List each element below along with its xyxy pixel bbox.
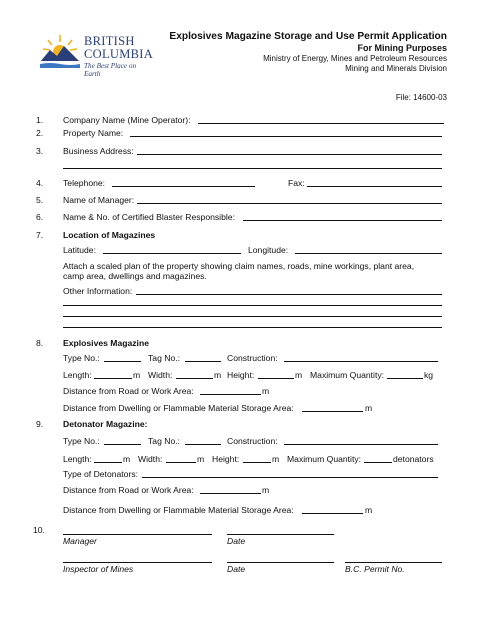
water-icon (40, 63, 80, 68)
det-dist-dwelling-field[interactable] (302, 513, 363, 514)
plan-instruction-2: camp area, dwellings and magazines. (63, 271, 207, 281)
inspector-date-label: Date (227, 564, 246, 574)
det-width-unit: m (197, 454, 205, 464)
plan-instruction-1: Attach a scaled plan of the property showing claim names, roads, mine workings, plant area, (63, 261, 415, 271)
logo-tagline: The Best Place on Earth (84, 62, 137, 78)
latitude-label: Latitude: (63, 245, 96, 255)
property-name-label: Property Name: (63, 128, 124, 138)
location-heading: Location of Magazines (63, 230, 156, 240)
expl-length-unit: m (133, 370, 141, 380)
manager-signature-label: Manager (63, 536, 97, 546)
expl-height-label: Height: (227, 370, 255, 380)
expl-dist-road-field[interactable] (200, 394, 261, 395)
file-number: File: 14600-03 (395, 93, 447, 102)
manager-date-field[interactable] (227, 534, 334, 535)
expl-width-field[interactable] (176, 378, 213, 379)
expl-type-no-field[interactable] (104, 361, 141, 362)
det-tag-no-label: Tag No.: (148, 436, 181, 446)
permit-number-label: B.C. Permit No. (345, 564, 405, 574)
det-dist-road-label: Distance from Road or Work Area: (63, 485, 194, 495)
expl-tag-no-label: Tag No.: (148, 353, 181, 363)
other-info-field-2[interactable] (63, 305, 442, 306)
det-width-label: Width: (138, 454, 163, 464)
expl-dist-dwelling-label: Distance from Dwelling or Flammable Material Storage Area: (63, 403, 294, 413)
det-length-unit: m (123, 454, 131, 464)
logo-word-columbia: COLUMBIA (84, 47, 154, 61)
q8-number: 8. (36, 338, 44, 348)
inspector-date-field[interactable] (227, 562, 334, 563)
fax-label: Fax: (288, 178, 305, 188)
det-construction-field[interactable] (284, 444, 438, 445)
det-max-qty-unit: detonators (393, 454, 434, 464)
q3-number: 3. (36, 146, 44, 156)
latitude-field[interactable] (103, 253, 241, 254)
expl-construction-field[interactable] (284, 361, 438, 362)
expl-type-no-label: Type No.: (63, 353, 100, 363)
business-address-field-2[interactable] (63, 168, 442, 169)
longitude-label: Longitude: (248, 245, 289, 255)
expl-height-unit: m (295, 370, 303, 380)
other-info-field-1[interactable] (136, 294, 442, 295)
expl-max-qty-field[interactable] (387, 378, 423, 379)
sun-mountain-icon (40, 32, 80, 68)
expl-width-unit: m (214, 370, 222, 380)
det-construction-label: Construction: (227, 436, 278, 446)
form-title: Explosives Magazine Storage and Use Permit Application (169, 31, 447, 42)
telephone-label: Telephone: (63, 178, 106, 188)
expl-construction-label: Construction: (227, 353, 278, 363)
manager-date-label: Date (227, 536, 246, 546)
expl-dist-road-label: Distance from Road or Work Area: (63, 386, 194, 396)
form-subtitle: For Mining Purposes (357, 43, 447, 53)
det-dist-road-field[interactable] (200, 493, 261, 494)
expl-dist-road-unit: m (262, 386, 270, 396)
det-max-qty-label: Maximum Quantity: (287, 454, 362, 464)
manager-name-field[interactable] (137, 203, 442, 204)
q10-number: 10. (33, 525, 45, 535)
other-info-field-4[interactable] (63, 327, 442, 328)
det-type-no-field[interactable] (104, 444, 141, 445)
det-type-field[interactable] (142, 477, 438, 478)
detonator-magazine-heading: Detonator Magazine: (63, 419, 148, 429)
permit-number-field[interactable] (345, 562, 442, 563)
bc-logo (40, 26, 152, 80)
det-type-no-label: Type No.: (63, 436, 100, 446)
division-name: Mining and Minerals Division (345, 64, 447, 73)
telephone-field[interactable] (112, 186, 255, 187)
property-name-field[interactable] (130, 136, 442, 137)
ministry-name: Ministry of Energy, Mines and Petroleum Resources (263, 54, 447, 63)
det-height-label: Height: (212, 454, 240, 464)
other-info-field-3[interactable] (63, 316, 442, 317)
expl-height-field[interactable] (258, 378, 294, 379)
q4-number: 4. (36, 178, 44, 188)
inspector-signature-label: Inspector of Mines (63, 564, 134, 574)
inspector-signature-field[interactable] (63, 562, 212, 563)
expl-length-label: Length: (63, 370, 92, 380)
expl-max-qty-unit: kg (424, 370, 434, 380)
explosives-magazine-heading: Explosives Magazine (63, 338, 149, 348)
det-dist-road-unit: m (262, 485, 270, 495)
det-length-field[interactable] (94, 462, 122, 463)
det-height-field[interactable] (243, 462, 271, 463)
expl-dist-dwelling-field[interactable] (302, 411, 363, 412)
expl-tag-no-field[interactable] (185, 361, 221, 362)
longitude-field[interactable] (295, 253, 442, 254)
company-name-field[interactable] (198, 123, 444, 124)
q5-number: 5. (36, 195, 44, 205)
expl-length-field[interactable] (94, 378, 132, 379)
q1-number: 1. (36, 115, 44, 125)
certified-blaster-field[interactable] (243, 220, 442, 221)
q9-number: 9. (36, 419, 44, 429)
det-dist-dwelling-unit: m (365, 505, 373, 515)
manager-name-label: Name of Manager: (63, 195, 135, 205)
other-info-label: Other Information: (63, 286, 133, 296)
det-type-label: Type of Detonators: (63, 469, 138, 479)
det-tag-no-field[interactable] (185, 444, 221, 445)
business-address-field-1[interactable] (137, 154, 442, 155)
det-width-field[interactable] (166, 462, 196, 463)
det-dist-dwelling-label: Distance from Dwelling or Flammable Material Storage Area: (63, 505, 294, 515)
logo-word-british: BRITISH (84, 34, 135, 48)
expl-width-label: Width: (148, 370, 173, 380)
certified-blaster-label: Name & No. of Certified Blaster Responsible: (63, 212, 235, 222)
det-length-label: Length: (63, 454, 92, 464)
q7-number: 7. (36, 230, 44, 240)
q2-number: 2. (36, 128, 44, 138)
expl-dist-dwelling-unit: m (365, 403, 373, 413)
q6-number: 6. (36, 212, 44, 222)
det-height-unit: m (272, 454, 280, 464)
manager-signature-field[interactable] (63, 534, 212, 535)
det-max-qty-field[interactable] (364, 462, 392, 463)
fax-field[interactable] (307, 186, 442, 187)
business-address-label: Business Address: (63, 146, 134, 156)
company-name-label: Company Name (Mine Operator): (63, 115, 191, 125)
expl-max-qty-label: Maximum Quantity: (310, 370, 385, 380)
